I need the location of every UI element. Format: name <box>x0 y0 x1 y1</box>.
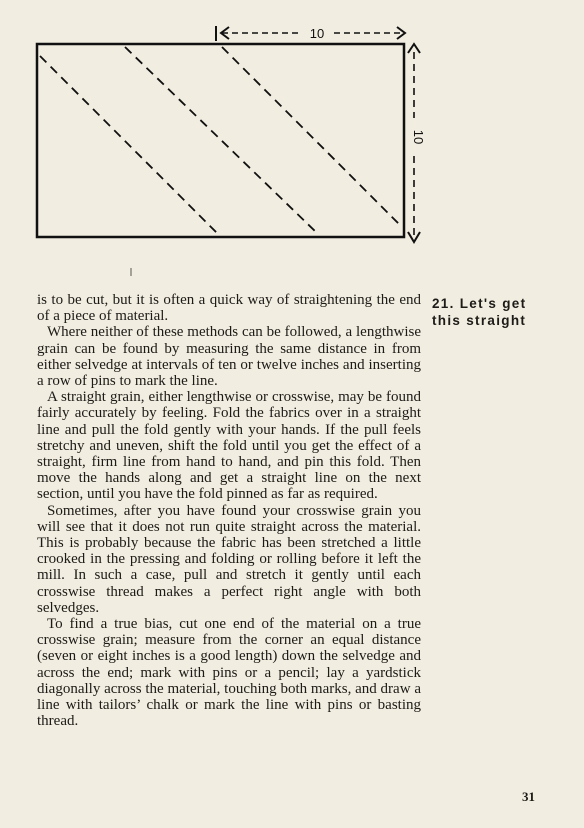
bias-lines <box>40 47 402 234</box>
bias-diagram <box>0 0 584 280</box>
sidenote-heading <box>432 295 572 329</box>
page-number: 31 <box>522 789 535 804</box>
width-label: 10 <box>309 26 325 41</box>
paragraph-lengthwise-grain: Where neither of these methods can be followed, a lengthwise grain can be found by measuring the same distance in from either selvedge at intervals of ten or twelve inches and inserting a row of pins to mark the line. <box>37 324 421 390</box>
fabric-rectangle <box>37 44 404 237</box>
arrowhead-top <box>408 44 420 53</box>
paragraph-true-bias: To find a true bias, cut one end of the material on a true crosswise grain; measure from the corner an equal distance (seven or eight inches is a good length) down the selvedge and across the end; mark with pins or a pencil; lay a yardstick diagonally across the material, touching both marks, and draw a line with tailors’ chalk or mark the line with pins or basting thread. <box>37 616 421 730</box>
sidenote-line-1: 21. Let's get <box>432 296 527 311</box>
bias-line-2 <box>125 47 318 234</box>
paragraph-straight-grain: A straight grain, either lengthwise or crosswise, may be found fairly accurately by feeling. Fold the fabrics over in a straight line and pull the fold gently with your hands. If the pull feels stretchy and uneven, shift the fold until you get the effect of a straight, firm line from hand to hand, and pin this fold. Then move the hands along and get a straight line on the next section, until you have the fold pinned as far as required. <box>37 389 421 503</box>
bias-line-3 <box>222 47 402 227</box>
body-text <box>37 292 421 729</box>
height-label: 10 <box>411 129 426 145</box>
bias-line-1 <box>40 56 218 234</box>
paragraph-crosswise-grain: Sometimes, after you have found your crosswise grain you will see that it does not run quite straight across the material. This is probably because the fabric has been stretched a little crooked in the pressing and folding or rolling before it left the mill. In such a case, pull and stretch it gently until each crosswise thread makes a perfect right angle with both selvedges. <box>37 502 421 616</box>
paragraph-continued: is to be cut, but it is often a quick way of straightening the end of a piece of material. <box>37 292 421 325</box>
sidenote-line-2: this straight <box>432 313 527 328</box>
